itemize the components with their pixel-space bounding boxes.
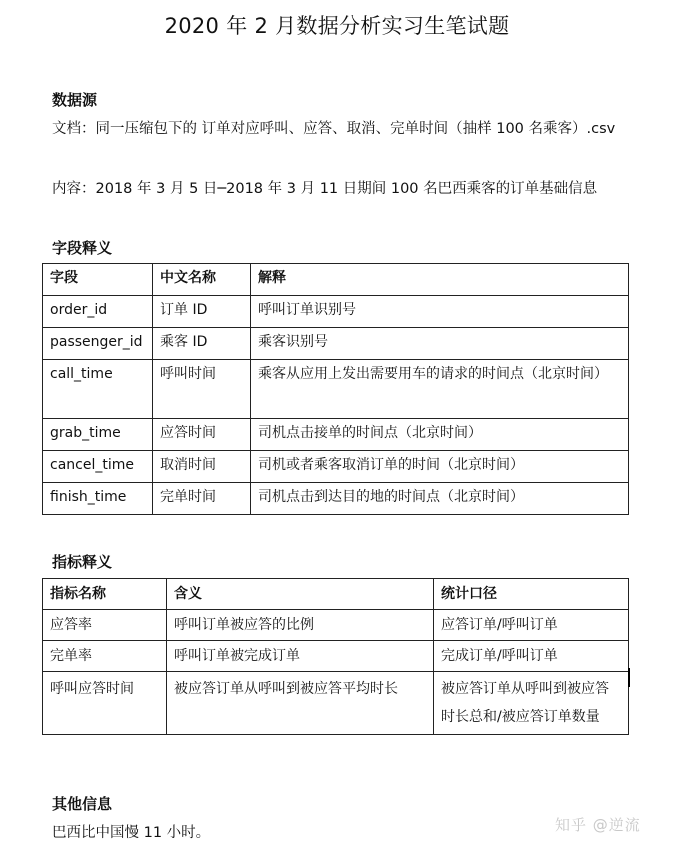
table-row bbox=[43, 296, 629, 328]
metric-formula: 完成订单/呼叫订单 bbox=[434, 641, 629, 672]
field-explain: 司机点击到达目的地的时间点（北京时间） bbox=[251, 483, 629, 515]
table-row bbox=[43, 328, 629, 360]
table-row bbox=[43, 451, 629, 483]
field-explain: 司机点击接单的时间点（北京时间） bbox=[251, 419, 629, 451]
field-cn-name: 应答时间 bbox=[153, 419, 251, 451]
data-source-heading: 数据源 bbox=[52, 91, 98, 109]
field-cn-name: 订单 ID bbox=[153, 296, 251, 328]
text-cursor bbox=[628, 668, 630, 687]
metric-name: 完单率 bbox=[43, 641, 167, 672]
metrics-header-row bbox=[43, 579, 629, 610]
metrics-col-name: 指标名称 bbox=[43, 579, 167, 610]
field-name: passenger_id bbox=[43, 328, 153, 360]
field-name: order_id bbox=[43, 296, 153, 328]
field-name: finish_time bbox=[43, 483, 153, 515]
field-explain: 乘客从应用上发出需要用车的请求的时间点（北京时间） bbox=[251, 360, 629, 419]
field-name: cancel_time bbox=[43, 451, 153, 483]
field-name: grab_time bbox=[43, 419, 153, 451]
field-cn-name: 取消时间 bbox=[153, 451, 251, 483]
metric-name: 应答率 bbox=[43, 610, 167, 641]
fields-col-explain: 解释 bbox=[251, 264, 629, 296]
data-source-file-line: 文档：同一压缩包下的 订单对应呼叫、应答、取消、完单时间（抽样 100 名乘客）.csv bbox=[52, 121, 616, 137]
field-cn-name: 乘客 ID bbox=[153, 328, 251, 360]
metrics-heading: 指标释义 bbox=[52, 553, 113, 571]
page-title: 2020 年 2 月数据分析实习生笔试题 bbox=[164, 14, 510, 38]
fields-col-field: 字段 bbox=[43, 264, 153, 296]
metrics-col-formula: 统计口径 bbox=[434, 579, 629, 610]
field-cn-name: 完单时间 bbox=[153, 483, 251, 515]
fields-heading: 字段释义 bbox=[52, 239, 113, 257]
field-explain: 司机或者乘客取消订单的时间（北京时间） bbox=[251, 451, 629, 483]
field-cn-name: 呼叫时间 bbox=[153, 360, 251, 419]
watermark: 知乎 @逆流 bbox=[555, 816, 641, 834]
table-row bbox=[43, 672, 629, 735]
fields-header-row bbox=[43, 264, 629, 296]
field-explain: 呼叫订单识别号 bbox=[251, 296, 629, 328]
table-row bbox=[43, 641, 629, 672]
metrics-col-meaning: 含义 bbox=[167, 579, 434, 610]
field-explain: 乘客识别号 bbox=[251, 328, 629, 360]
other-info-heading: 其他信息 bbox=[52, 795, 113, 813]
table-row bbox=[43, 610, 629, 641]
metric-formula: 应答订单/呼叫订单 bbox=[434, 610, 629, 641]
metric-meaning: 呼叫订单被完成订单 bbox=[167, 641, 434, 672]
fields-table bbox=[42, 263, 629, 515]
metrics-table bbox=[42, 578, 629, 735]
metric-formula: 被应答订单从呼叫到被应答时长总和/被应答订单数量 bbox=[434, 672, 629, 735]
table-row bbox=[43, 483, 629, 515]
field-name: call_time bbox=[43, 360, 153, 419]
other-info-line: 巴西比中国慢 11 小时。 bbox=[52, 825, 211, 841]
fields-col-cn-name: 中文名称 bbox=[153, 264, 251, 296]
table-row bbox=[43, 419, 629, 451]
table-row bbox=[43, 360, 629, 419]
metric-name: 呼叫应答时间 bbox=[43, 672, 167, 735]
data-source-content-line: 内容：2018 年 3 月 5 日─2018 年 3 月 11 日期间 100 名巴西乘客的订单基础信息 bbox=[52, 181, 598, 197]
metric-meaning: 呼叫订单被应答的比例 bbox=[167, 610, 434, 641]
metric-meaning: 被应答订单从呼叫到被应答平均时长 bbox=[167, 672, 434, 735]
